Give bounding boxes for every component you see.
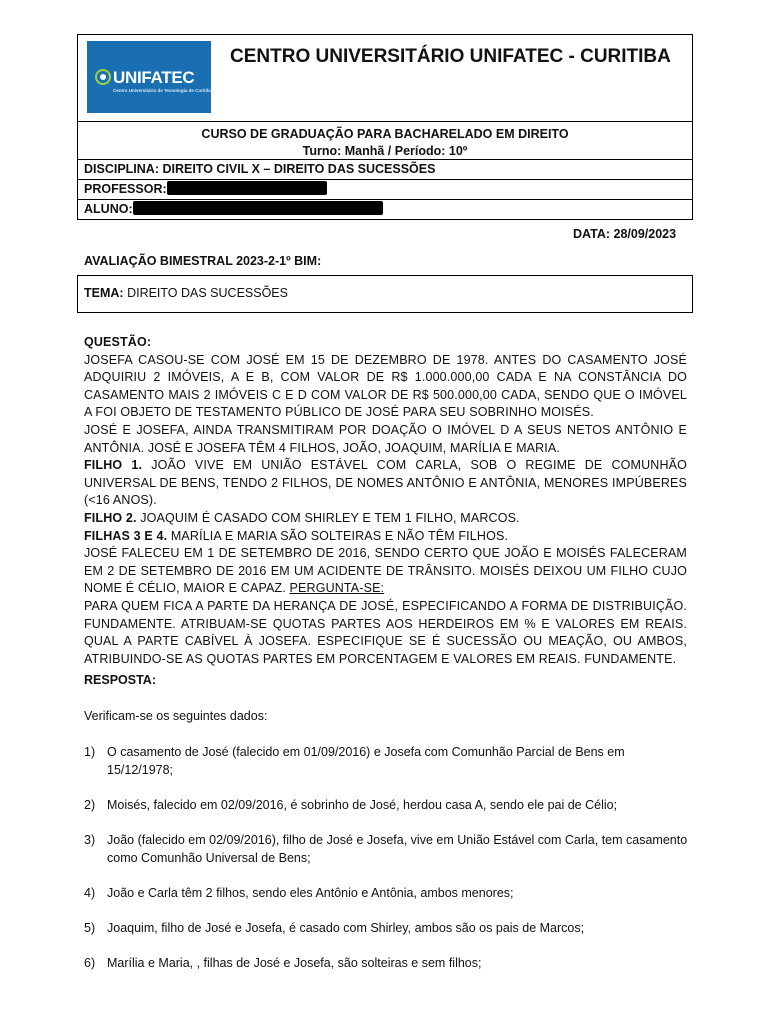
list-item-number: 4) xyxy=(84,886,96,900)
list-item-number: 6) xyxy=(84,956,96,970)
logo-subtext: Centro Universitário de Tecnologia de Curitiba xyxy=(113,88,213,93)
children-3-4-text: MARÍLIA E MARIA SÃO SOLTEIRAS E NÃO TÊM FILHOS. xyxy=(170,528,509,543)
children-3-4-label: FILHAS 3 E 4. xyxy=(84,528,168,543)
child-1-text: JOÃO VIVE EM UNIÃO ESTÁVEL COM CARLA, SOB O REGIME DE COMUNHÃO UNIVERSAL DE BENS, TENDO 2 FILHOS, DE NOMES ANTÔNIO E ANTÔNIA, MENORES IMPÚBERES (<16 ANOS). xyxy=(84,458,688,508)
professor-row xyxy=(78,179,692,199)
child-2-paragraph xyxy=(84,510,687,528)
evaluation-title: AVALIAÇÃO BIMESTRAL 2023-2-1º BIM: xyxy=(84,254,322,268)
student-row xyxy=(78,199,692,219)
list-item xyxy=(84,797,688,815)
list-item-text: O casamento de José (falecido em 01/09/2016) e Josefa com Comunhão Parcial de Bens em 15/12/1978; xyxy=(107,745,625,777)
list-item-number: 3) xyxy=(84,833,96,847)
question-ask-label: PERGUNTA-SE: xyxy=(289,581,385,596)
unifatec-logo xyxy=(87,41,211,113)
logo-mark-icon xyxy=(95,69,111,85)
child-1-label: FILHO 1. xyxy=(84,458,143,473)
course-row xyxy=(78,121,692,159)
list-item-number: 5) xyxy=(84,921,96,935)
question-paragraph-4: PARA QUEM FICA A PARTE DA HERANÇA DE JOSÉ, ESPECIFICANDO A FORMA DE DISTRIBUIÇÃO. FUNDAMENTE. ATRIBUAM-SE QUOTAS PARTES AOS HERDEIROS EM % E VALORES EM REAIS. QUAL A PARTE CABÍVEL À JOSEFA. ESPECIFIQUE SE É SUCESSÃO OU MEAÇÃO, OU AMBOS, ATRIBUINDO-SE AS QUOTAS PARTES EM PORCENTAGEM E VALORES EM REAIS. FUNDAMENTE. xyxy=(84,598,687,666)
exam-date: DATA: 28/09/2023 xyxy=(573,227,677,241)
list-item xyxy=(84,920,688,938)
question-section xyxy=(84,334,687,668)
theme-box xyxy=(77,275,693,313)
question-paragraph-3 xyxy=(84,545,687,598)
list-item-text: Marília e Maria, , filhas de José e Josefa, são solteiras e sem filhos; xyxy=(107,956,482,970)
discipline-row xyxy=(78,159,692,179)
student-name-redaction xyxy=(133,201,383,215)
list-item xyxy=(84,832,688,867)
list-item-number: 1) xyxy=(84,745,96,759)
list-item-number: 2) xyxy=(84,798,96,812)
death-facts-text: JOSÉ FALECEU EM 1 DE SETEMBRO DE 2016, SENDO CERTO QUE JOÃO E MOISÉS FALECERAM EM 2 DE SETEMBRO DE 2016 EM UM ACIDENTE DE TRÂNSITO. MOISÉS DEIXOU UM FILHO CUJO NOME É CÉLIO, MAIOR E CAPAZ. xyxy=(84,546,687,596)
list-item-text: Moisés, falecido em 02/09/2016, é sobrinho de José, herdou casa A, sendo ele pai de Célio; xyxy=(107,798,618,812)
child-1-paragraph xyxy=(84,457,687,510)
shift-period: Turno: Manhã / Período: 10º xyxy=(302,144,468,158)
question-heading: QUESTÃO: xyxy=(84,335,152,349)
professor-label: PROFESSOR: xyxy=(84,182,167,196)
child-2-text: JOAQUIM É CASADO COM SHIRLEY E TEM 1 FILHO, MARCOS. xyxy=(140,510,520,525)
theme-value: DIREITO DAS SUCESSÕES xyxy=(127,286,288,300)
discipline-text: DISCIPLINA: DIREITO CIVIL X – DIREITO DAS SUCESSÕES xyxy=(84,162,436,176)
header-top-row xyxy=(78,35,692,121)
list-item xyxy=(84,885,688,903)
answer-heading: RESPOSTA: xyxy=(84,673,156,687)
course-name: CURSO DE GRADUAÇÃO PARA BACHARELADO EM DIREITO xyxy=(201,127,569,141)
question-paragraph-2: JOSÉ E JOSEFA, AINDA TRANSMITIRAM POR DOAÇÃO O IMÓVEL D A SEUS NETOS ANTÔNIO E ANTÔNIA. JOSÉ E JOSEFA TÊM 4 FILHOS, JOÃO, JOAQUIM, MARÍLIA E MARIA. xyxy=(84,422,687,455)
list-item-text: Joaquim, filho de José e Josefa, é casado com Shirley, ambos são os pais de Marcos; xyxy=(107,921,585,935)
question-paragraph-1: JOSEFA CASOU-SE COM JOSÉ EM 15 DE DEZEMBRO DE 1978. ANTES DO CASAMENTO JOSÉ ADQUIRIU 2 IMÓVEIS, A E B, COM VALOR DE R$ 1.000.000,00 CADA E NA CONSTÂNCIA DO CASAMENTO MAIS 2 IMÓVEIS C E D COM VALOR DE R$ 500.000,00 CADA, SENDO QUE O IMÓVEL A FOI OBJETO DE TESTAMENTO PÚBLICO DE JOSÉ PARA SEU SOBRINHO MOISÉS. xyxy=(84,352,687,420)
children-3-4-paragraph xyxy=(84,528,687,546)
institution-title: CENTRO UNIVERSITÁRIO UNIFATEC - CURITIBA xyxy=(230,46,671,67)
child-2-label: FILHO 2. xyxy=(84,510,137,525)
professor-name-redaction xyxy=(167,181,327,195)
answer-intro: Verificam-se os seguintes dados: xyxy=(84,709,268,723)
theme-label: TEMA: xyxy=(84,286,124,300)
header-table xyxy=(77,34,693,220)
list-item xyxy=(84,744,688,779)
logo-wordmark: UNIFATEC xyxy=(113,68,195,87)
list-item-text: João e Carla têm 2 filhos, sendo eles Antônio e Antônia, ambos menores; xyxy=(107,886,514,900)
list-item xyxy=(84,955,688,973)
list-item-text: João (falecido em 02/09/2016), filho de José e Josefa, vive em União Estável com Carla, tem casamento como Comunhão Universal de Bens; xyxy=(107,833,688,865)
student-label: ALUNO: xyxy=(84,202,133,216)
